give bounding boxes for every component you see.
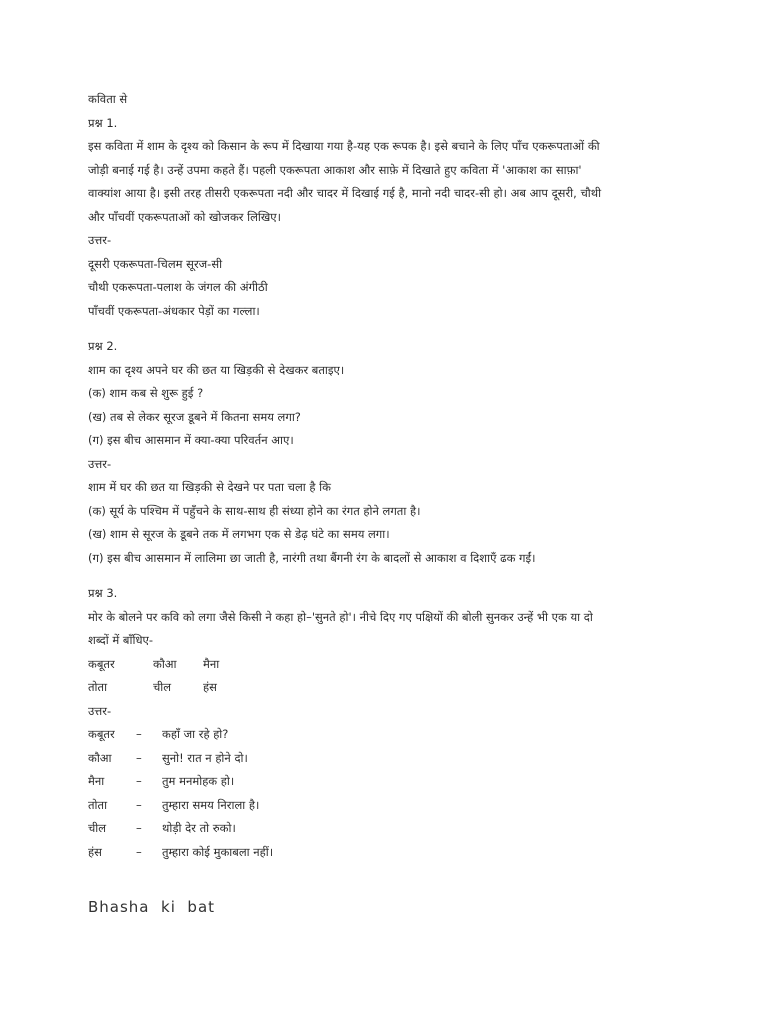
- question-3-answer-label: उत्तर-: [88, 703, 112, 718]
- section-spacer: [88, 570, 688, 582]
- document-body: [88, 88, 688, 864]
- answer-dash: –: [136, 750, 142, 765]
- answer-bird: हंस: [88, 844, 102, 859]
- question-1-answer-label: उत्तर-: [88, 233, 112, 247]
- question-2-text-line: (ग) इस बीच आसमान में क्या-क्या परिवर्तन आए।: [88, 433, 294, 447]
- answer-row: [88, 841, 688, 865]
- question-2-answer-line: (ख) शाम से सूरज के डूबने तक में लगभग एक से डेढ़ घंटे का समय लगा।: [88, 527, 390, 541]
- question-1-answer-line: दूसरी एकरूपता-चिलम सूरज-सी: [88, 256, 223, 271]
- question-1-answer-line: चौथी एकरूपता-पलाश के जंगल की अंगीठी: [88, 280, 268, 294]
- bird-name: मैना: [203, 656, 220, 671]
- answer-dash: –: [136, 821, 142, 835]
- bird-row: [88, 653, 688, 677]
- section-spacer: [88, 323, 688, 335]
- answer-row: [88, 723, 688, 747]
- answer-text: तुम मनमोहक हो।: [162, 774, 235, 788]
- bird-name: चील: [153, 680, 172, 694]
- answer-row: [88, 747, 688, 771]
- section-heading: Bhasha ki bat: [88, 898, 216, 916]
- answer-bird: चील: [88, 821, 107, 835]
- answer-bird: कौआ: [88, 750, 112, 765]
- answer-row: [88, 794, 688, 818]
- question-2-text-line: (क) शाम कब से शुरू हुई ?: [88, 386, 204, 400]
- question-1-text-line: जोड़ी बनाई गई है। उन्हें उपमा कहते हैं। पहली एकरूपता आकाश और साफ़े में दिखाते हुए कविता में 'आकाश का साफ़ा': [88, 162, 582, 177]
- answer-text: थोड़ी देर तो रुको।: [162, 821, 236, 835]
- question-1-text-line: और पाँचवीं एकरूपताओं को खोजकर लिखिए।: [88, 209, 282, 224]
- answer-dash: –: [136, 774, 142, 788]
- question-3-text-line: शब्दों में बाँधिए-: [88, 633, 154, 647]
- answer-dash: –: [136, 844, 142, 859]
- question-2-label: प्रश्न 2.: [88, 339, 118, 353]
- answer-row: [88, 817, 688, 841]
- question-2-answer-line: (ग) इस बीच आसमान में लालिमा छा जाती है, नारंगी तथा बैंगनी रंग के बादलों से आकाश व दिशाएँ ढक गईं।: [88, 550, 536, 565]
- question-3-text-line: मोर के बोलने पर कवि को लगा जैसे किसी ने कहा हो–'सुनते हो'। नीचे दिए गए पक्षियों की बोली सुनकर उन्हें भी एक या दो: [88, 609, 593, 624]
- question-2-text-line: शाम का दृश्य अपने घर की छत या खिड़की से देखकर बताइए।: [88, 362, 345, 377]
- question-2-answer-label: उत्तर-: [88, 456, 112, 471]
- question-2-text-line: (ख) तब से लेकर सूरज डूबने में कितना समय लगा?: [88, 409, 301, 424]
- answer-text: कहाँ जा रहे हो?: [162, 727, 229, 741]
- question-1-answer-line: पाँचवीं एकरूपता-अंधकार पेड़ों का गल्ला।: [88, 303, 260, 318]
- bird-name: तोता: [88, 680, 108, 694]
- answer-text: तुम्हारा समय निराला है।: [162, 797, 260, 812]
- answer-row: [88, 770, 688, 794]
- bird-name: कौआ: [153, 656, 177, 671]
- bird-name: कबूतर: [88, 656, 115, 671]
- answer-bird: मैना: [88, 774, 105, 788]
- question-1-text-line: वाक्यांश आया है। इसी तरह तीसरी एकरूपता नदी और चादर में दिखाई गई है, मानो नदी चादर-सी हो। अब आप दूसरी, चौथी: [88, 186, 602, 200]
- answer-text: सुनो! रात न होने दो।: [162, 750, 248, 765]
- question-2-answer-line: शाम में घर की छत या खिड़की से देखने पर पता चला है कि: [88, 480, 331, 494]
- section-title: कविता से: [88, 92, 128, 106]
- answer-bird: तोता: [88, 797, 108, 812]
- question-1-label: प्रश्न 1.: [88, 115, 118, 130]
- answer-bird: कबूतर: [88, 727, 115, 741]
- bird-name: हंस: [203, 680, 217, 694]
- question-2-answer-line: (क) सूर्य के पश्चिम में पहुँचने के साथ-साथ ही संध्या होने का रंगत होने लगता है।: [88, 503, 421, 518]
- answer-dash: –: [136, 727, 142, 741]
- question-1-text-line: इस कविता में शाम के दृश्य को किसान के रूप में दिखाया गया है-यह एक रूपक है। इसे बचाने के लिए पाँच एकरूपताओं की: [88, 139, 600, 153]
- bird-row: [88, 676, 688, 700]
- answer-text: तुम्हारा कोई मुकाबला नहीं।: [162, 844, 274, 859]
- question-3-label: प्रश्न 3.: [88, 586, 118, 600]
- answer-dash: –: [136, 797, 142, 812]
